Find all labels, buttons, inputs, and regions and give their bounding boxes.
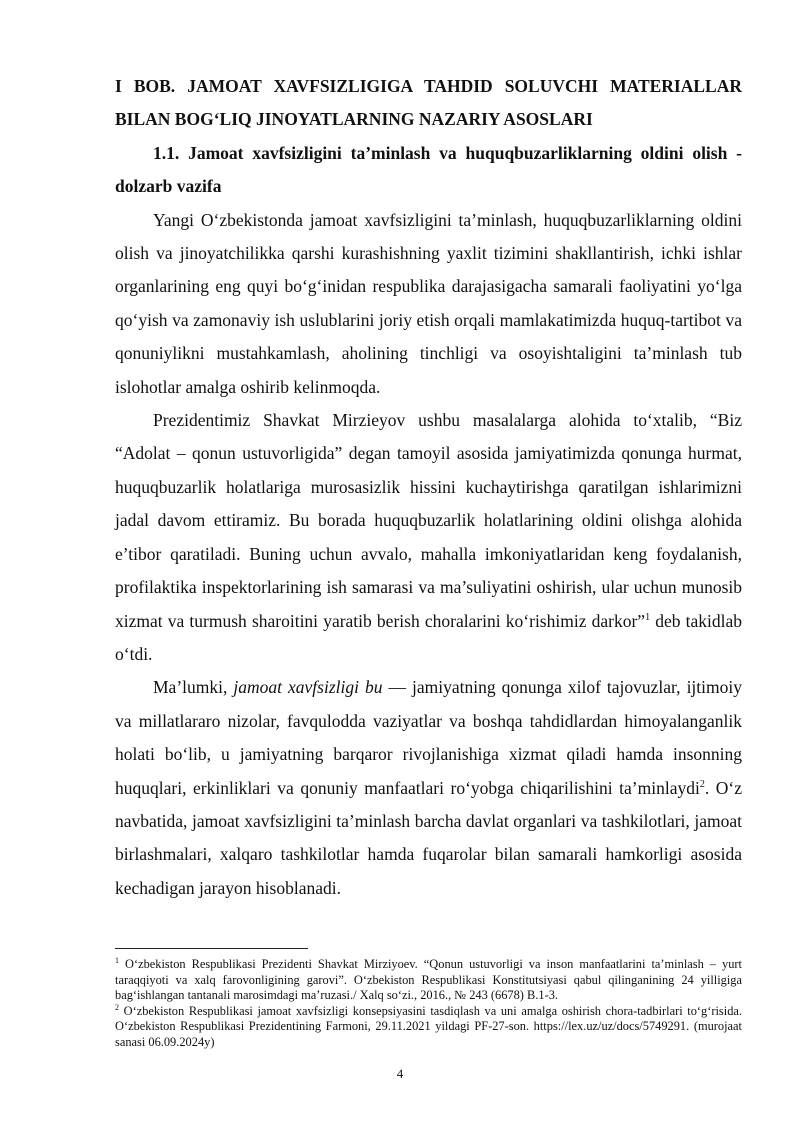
section-title: 1.1. Jamoat xavfsizligini ta’minlash va huquqbuzarliklarning oldini olish - dolzarb vazifa [115,142,742,197]
footnotes [115,948,742,1051]
paragraph-3-text: — jamiyatning qonunga xilof tajovuzlar, ijtimoiy va millatlararo nizolar, favqulodda vaziyatlar va boshqa tahdidlardan himoyalanganlik holati bo‘lib, u jamiyatning barqaror rivojlanishiga xizmat qiladi hamda insonning huquqlari, erkinliklari va qonuniy manfaatlari ro‘yobga chiqarilishini ta’minlaydi [115,677,742,798]
paragraph-2-tail: deb takidlab o‘tdi. [115,610,742,664]
page-number: 4 [396,1066,404,1081]
footnote-ref-2[interactable]: 2 [699,778,705,790]
paragraph-3-tail: . O‘z navbatida, jamoat xavfsizligini ta’minlash barcha davlat organlari va tashkilotlari, jamoat birlashmalari, xalqaro tashkilotlar hamda fuqarolar bilan samarali hamkorligi asosida kechadigan jarayon hisoblanadi. [115,777,743,898]
paragraph-2 [115,404,742,671]
main-text [115,70,742,905]
paragraph-3-lead: Ma’lumki, [153,677,234,698]
chapter-title: I BOB. JAMOAT XAVFSIZLIGIGA TAHDID SOLUVCHI MATERIALLAR BILAN BOG‘LIQ JINOYATLARNING NAZARIY ASOSLARI [115,76,742,130]
footnote-ref-1[interactable]: 1 [645,611,651,623]
footnote-1-mark: 1 [115,955,119,965]
footnote-1-text: O‘zbekiston Respublikasi Prezidenti Shavkat Mirziyoev. “Qonun ustuvorligi va inson manfaatlarini ta’minlash – yurt taraqqiyoti va xalq farovonligining garovi”. O‘zbekiston Respublikasi Konstitutsiyasi qabul qilinganining 24 yilligiga bag‘ishlangan tantanali marosimdagi ma’ruzasi./ Xalq so‘zi., 2016., № 243 (6678) B.1-3. [115,957,742,1003]
footnote-1 [115,957,742,1004]
paragraph-1: Yangi O‘zbekistonda jamoat xavfsizligini ta’minlash, huquqbuzarliklarning oldini olish va jinoyatchilikka qarshi kurashishning yaxlit tizimini shakllantirish, ichki ishlar organlarining eng quyi bo‘g‘inidan respublika darajasigacha samarali faoliyatini yo‘lga qo‘yish va zamonaviy ish uslublarini joriy etish orqali mamlakatimizda huquq-tartibot va qonuniylikni mustahkamlash, aholining tinchligi va osoyishtaligini ta’minlash tub islohotlar amalga oshirib kelinmoqda. [115,209,742,397]
paragraph-3-term: jamoat xavfsizligi bu [233,677,383,698]
footnote-2 [115,1004,742,1051]
paragraph-3 [115,671,742,905]
footnote-2-mark: 2 [115,1002,119,1012]
footnote-separator [115,948,308,949]
footnote-2-text: O‘zbekiston Respublikasi jamoat xavfsizligi konsepsiyasini tasdiqlash va uni amalga oshirish chora-tadbirlari to‘g‘risida. O‘zbekiston Respublikasi Prezidentining Farmoni, 29.11.2021 yildagi PF-27-son. https://lex.uz/uz/docs/5749291. (murojaat sanasi 06.09.2024y) [115,1003,742,1049]
paragraph-2-text: Prezidentimiz Shavkat Mirzieyov ushbu masalalarga alohida to‘xtalib, “Biz “Adolat – qonun ustuvorligida” degan tamoyil asosida jamiyatimizda qonunga hurmat, huquqbuzarlik holatlariga murosasizlik hissini kuchaytirishga qaratilgan ishlarimizni jadal davom ettiramiz. Bu borada huquqbuzarlik holatlarining oldini olishga alohida e’tibor qaratiladi. Buning uchun avvalo, mahalla imkoniyatlaridan keng foydalanish, profilaktika inspektorlarining ish samarasi va ma’suliyatini oshirish, ular uchun munosib xizmat va turmush sharoitini yaratib berish choralarini ko‘rishimiz darkor” [115,410,742,631]
